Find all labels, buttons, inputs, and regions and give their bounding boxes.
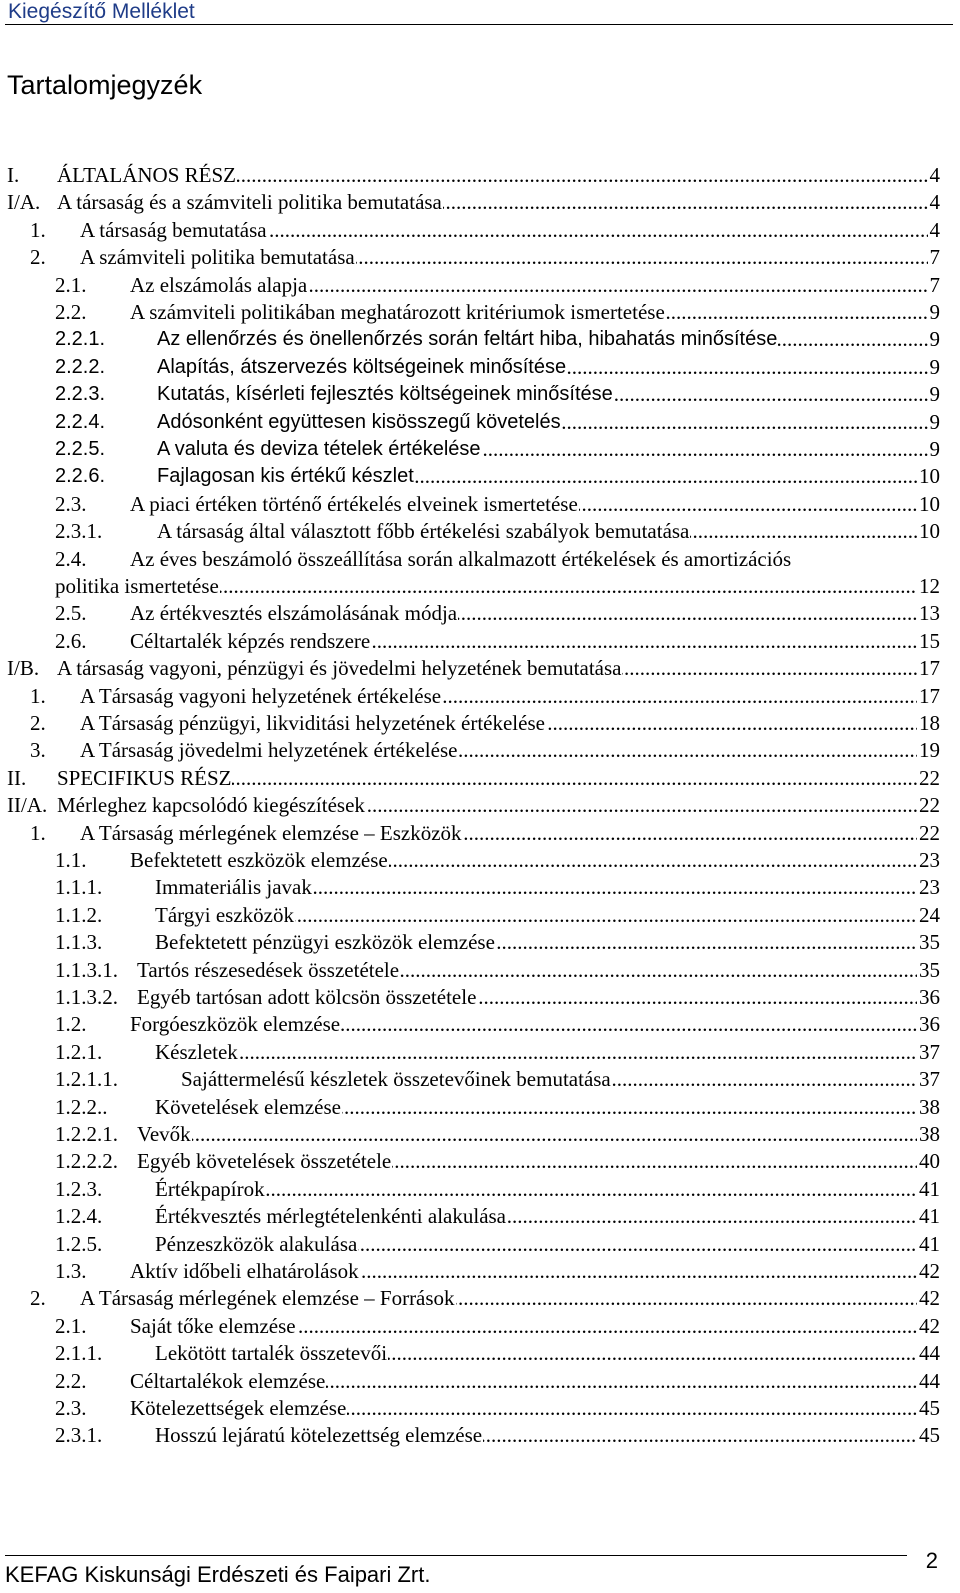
toc-entry-title: Lekötött tartalék összetevői — [155, 1341, 388, 1366]
toc-entry[interactable] — [0, 683, 960, 709]
toc-entry-number: 1.2. — [55, 1012, 87, 1037]
toc-entry-title: Adósonként együttesen kisösszegű követelés — [157, 410, 561, 433]
toc-entry-page: 44 — [919, 1341, 940, 1366]
toc-entry-page: 44 — [919, 1368, 940, 1393]
toc-entry[interactable] — [0, 217, 960, 243]
toc-entry-title: Vevők — [137, 1122, 191, 1146]
toc-entry[interactable] — [0, 162, 960, 188]
toc-entry-number: 1.2.2.. — [55, 1094, 108, 1119]
toc-entry-title: Céltartalék képzés rendszere — [130, 628, 371, 653]
toc-entry-number: 1.1.3. — [55, 930, 103, 955]
toc-entry[interactable] — [0, 929, 960, 955]
toc-entry[interactable] — [0, 628, 960, 654]
toc-entry[interactable] — [0, 600, 960, 626]
toc-entry-number: 2.2.3. — [55, 383, 106, 406]
toc-entry[interactable] — [0, 244, 960, 270]
toc-entry-page: 9 — [929, 437, 940, 461]
toc-entry-page: 42 — [919, 1286, 940, 1311]
toc-entry[interactable] — [0, 792, 960, 818]
toc-entry-number: 1.2.2.1. — [55, 1122, 118, 1146]
toc-entry-page: 37 — [919, 1039, 940, 1064]
toc-entry-title: ÁLTALÁNOS RÉSZ — [57, 163, 236, 187]
toc-entry[interactable] — [0, 655, 960, 681]
toc-entry-page: 45 — [919, 1396, 940, 1420]
toc-entry-title: Értékvesztés mérlegtételenkénti alakulása — [155, 1204, 507, 1229]
toc-entry-title: A társaság bemutatása — [80, 217, 267, 242]
toc-entry-page: 23 — [919, 875, 940, 900]
toc-entry-title: Immateriális javak — [155, 875, 312, 900]
page-header — [5, 0, 953, 25]
toc-entry-title: SPECIFIKUS RÉSZ — [57, 765, 232, 790]
toc-entry-title: Forgóeszközök elemzése — [130, 1012, 341, 1037]
toc-entry[interactable] — [0, 1340, 960, 1366]
footer-page-number: 2 — [925, 1548, 938, 1573]
toc-entry-title: Hosszú lejáratú kötelezettség elemzése — [155, 1423, 483, 1448]
toc-entry-number: 1.2.3. — [55, 1176, 103, 1201]
toc-entry[interactable] — [0, 463, 960, 489]
toc-entry-page: 7 — [929, 272, 940, 297]
toc-entry[interactable] — [0, 1148, 960, 1174]
toc-leader-dots — [155, 1176, 936, 1202]
toc-entry-page: 41 — [919, 1231, 940, 1256]
toc-entry-title: Követelések elemzése — [155, 1094, 341, 1119]
toc-entry-title: Céltartalékok elemzése — [130, 1368, 326, 1393]
toc-entry-page: 13 — [919, 601, 940, 626]
toc-entry-title: A társaság és a számviteli politika bemutatása — [57, 190, 442, 215]
toc-entry[interactable] — [0, 546, 960, 572]
toc-entry[interactable] — [0, 1368, 960, 1394]
toc-entry[interactable] — [0, 984, 960, 1010]
toc-entry[interactable] — [0, 381, 960, 407]
toc-entry-number: 3. — [30, 738, 46, 763]
toc-entry-page: 22 — [919, 793, 940, 818]
toc-entry-number: 2.2.4. — [55, 410, 106, 433]
toc-entry-title: Mérleghez kapcsolódó kiegészítések — [57, 793, 365, 818]
toc-entry-number: 2.2.5. — [55, 438, 106, 460]
toc-entry[interactable] — [0, 1094, 960, 1120]
toc-entry-title: Befektetett eszközök elemzése — [130, 848, 388, 872]
toc-entry-title: A Társaság vagyoni helyzetének értékelése — [80, 683, 442, 708]
toc-entry-page: 22 — [919, 820, 940, 845]
toc-entry-title: A számviteli politikában meghatározott kritériumok ismertetése — [130, 300, 665, 324]
toc-entry-number: II. — [7, 765, 27, 790]
toc-entry-number: 2.2.2. — [55, 355, 106, 378]
toc-entry-title: Készletek — [155, 1039, 238, 1064]
toc-entry[interactable] — [0, 491, 960, 517]
toc-entry[interactable] — [0, 765, 960, 791]
toc-entry-title: Értékpapírok — [155, 1176, 265, 1201]
toc-entry-title: Fajlagosan kis értékű készlet — [157, 465, 414, 488]
toc-entry-page: 41 — [919, 1204, 940, 1229]
toc-entry-number: 1.1. — [55, 848, 87, 872]
toc-entry-page: 10 — [919, 519, 940, 544]
toc-entry-title: Az éves beszámoló összeállítása során alkalmazott értékelések és amortizációs — [130, 546, 792, 571]
toc-entry-page: 9 — [929, 409, 940, 434]
toc-entry-number: 1.2.5. — [55, 1231, 103, 1256]
toc-entry[interactable] — [0, 710, 960, 736]
toc-entry[interactable] — [0, 272, 960, 298]
toc-entry-page: 42 — [919, 1259, 940, 1283]
toc-entry-page: 40 — [919, 1149, 940, 1174]
toc-entry-number: 2.3.1. — [55, 1423, 103, 1448]
toc-entry[interactable] — [0, 1258, 960, 1284]
toc-entry[interactable] — [0, 299, 960, 325]
toc-entry-number: 2.3. — [55, 1396, 87, 1420]
toc-entry-title: Kutatás, kísérleti fejlesztés költségeinek minősítése — [157, 383, 613, 406]
toc-entry-page: 24 — [919, 902, 940, 927]
toc-entry-number: 2. — [30, 245, 46, 270]
toc-entry-title: A számviteli politika bemutatása — [80, 245, 355, 270]
toc-entry[interactable] — [0, 847, 960, 873]
toc-entry-page: 12 — [919, 574, 940, 598]
toc-entry-number: 1.2.1. — [55, 1039, 103, 1064]
toc-entry-number: 1.1.2. — [55, 902, 103, 927]
toc-entry-number: 1. — [30, 820, 46, 845]
toc-entry-page: 41 — [919, 1176, 940, 1201]
toc-entry-title: Az ellenőrzés és önellenőrzés során feltárt hiba, hibahatás minősítése — [157, 328, 778, 351]
toc-entry-page: 4 — [929, 190, 940, 215]
toc-entry-number: 2.2.6. — [55, 465, 106, 488]
toc-entry-number: 2.1. — [55, 272, 87, 297]
toc-entry-number: I. — [7, 163, 20, 187]
toc-entry[interactable] — [0, 737, 960, 763]
toc-entry-page: 9 — [929, 300, 940, 324]
toc-entry-page: 42 — [919, 1313, 940, 1338]
toc-entry[interactable] — [0, 1313, 960, 1339]
toc-entry-title: Alapítás, átszervezés költségeinek minősítése — [157, 355, 567, 378]
toc-entry[interactable] — [0, 1203, 960, 1229]
toc-entry-number: 2.2. — [55, 300, 87, 324]
toc-entry[interactable] — [0, 1121, 960, 1147]
toc-entry-title: Az elszámolás alapja — [130, 272, 308, 297]
toc-entry-page: 45 — [919, 1423, 940, 1448]
toc-entry-title: A Társaság pénzügyi, likviditási helyzetének értékelése — [80, 711, 545, 735]
toc-entry-number: 2.5. — [55, 601, 87, 626]
toc-entry[interactable] — [0, 902, 960, 928]
toc-entry-title: Tárgyi eszközök — [155, 902, 294, 927]
toc-entry-number: 1.1.3.2. — [55, 985, 118, 1009]
toc-entry-page: 35 — [919, 930, 940, 955]
toc-entry-number: 2.4. — [55, 546, 87, 571]
toc-entry-title: Kötelezettségek elemzése — [130, 1396, 347, 1420]
toc-entry-number: 2.6. — [55, 628, 87, 653]
toc-entry-number: 2.2. — [55, 1368, 87, 1393]
footer-divider — [5, 1555, 907, 1556]
toc-entry-page: 38 — [919, 1094, 940, 1119]
toc-entry-title: Tartós részesedések összetétele — [137, 957, 400, 982]
toc-entry-page: 36 — [919, 1012, 940, 1037]
toc-entry-number: 1. — [30, 683, 46, 708]
toc-entry-number: I/B. — [7, 656, 40, 681]
toc-entry-title: Saját tőke elemzése — [130, 1313, 296, 1338]
toc-entry-title: A társaság által választott főbb értékelési szabályok bemutatása — [157, 519, 690, 544]
toc-entry[interactable] — [0, 573, 960, 599]
toc-leader-dots — [137, 1121, 936, 1147]
toc-entry-number: 2.3. — [55, 491, 87, 516]
toc-entry-number: 2.1. — [55, 1313, 87, 1338]
toc-entry[interactable] — [0, 1039, 960, 1065]
toc-entry-number: 2.1.1. — [55, 1341, 103, 1366]
toc-entry-title: Egyéb tartósan adott kölcsön összetétele — [137, 985, 477, 1009]
toc-entry-page: 22 — [919, 765, 940, 790]
toc-entry-page: 9 — [929, 382, 940, 407]
toc-entry-number: 2.3.1. — [55, 519, 103, 544]
toc-entry-number: 1.2.2.2. — [55, 1149, 118, 1174]
toc-entry-page: 15 — [919, 628, 940, 653]
toc-entry-title: A Társaság mérlegének elemzése – Források — [80, 1286, 455, 1311]
toc-entry-number: 1.2.1.1. — [55, 1067, 118, 1092]
toc-entry[interactable] — [0, 354, 960, 380]
toc-entry[interactable] — [0, 1231, 960, 1257]
toc-entry-title: Pénzeszközök alakulása — [155, 1231, 358, 1256]
toc-entry-page: 4 — [929, 163, 940, 187]
toc-entry-title: Aktív időbeli elhatárolások — [130, 1259, 359, 1283]
toc-entry[interactable] — [0, 874, 960, 900]
toc-entry-page: 19 — [919, 738, 940, 763]
toc-entry-number: I/A. — [7, 190, 41, 215]
toc-entry-title: Sajáttermelésű készletek összetevőinek bemutatása — [181, 1067, 611, 1092]
header-title: Kiegészítő Melléklet — [8, 0, 195, 23]
toc-entry[interactable] — [0, 957, 960, 983]
toc-entry-title: politika ismertetése — [55, 574, 219, 598]
toc-entry[interactable] — [0, 1066, 960, 1092]
toc-title: Tartalomjegyzék — [7, 70, 203, 100]
toc-entry-title: A piaci értéken történő értékelés elveinek ismertetése — [130, 491, 578, 516]
toc-entry-page: 10 — [919, 491, 940, 516]
toc-entry-page: 17 — [919, 656, 940, 681]
toc-entry[interactable] — [0, 518, 960, 544]
toc-entry-title: A Társaság mérlegének elemzése – Eszközök — [80, 820, 462, 845]
toc-entry-page: 36 — [919, 985, 940, 1009]
toc-entry-title: A Társaság jövedelmi helyzetének értékelése — [80, 738, 458, 763]
toc-entry[interactable] — [0, 436, 960, 462]
toc-entry-number: 1.1.1. — [55, 875, 103, 900]
toc-entry-number: 1.1.3.1. — [55, 957, 118, 982]
toc-entry[interactable] — [0, 1395, 960, 1421]
toc-entry-number: 2.2.1. — [55, 328, 106, 351]
toc-entry-number: 1.2.4. — [55, 1204, 103, 1229]
toc-entry-number: 2. — [30, 1286, 46, 1311]
toc-entry[interactable] — [0, 1011, 960, 1037]
toc-entry[interactable] — [0, 820, 960, 846]
toc-entry-page: 10 — [919, 464, 940, 489]
toc-entry-number: 2. — [30, 711, 46, 735]
toc-entry-page: 37 — [919, 1067, 940, 1092]
toc-entry-page: 9 — [929, 354, 940, 379]
toc-entry-page: 23 — [919, 848, 940, 872]
toc-entry-title: A társaság vagyoni, pénzügyi és jövedelmi helyzetének bemutatása — [57, 656, 622, 681]
toc-entry[interactable] — [0, 326, 960, 352]
toc-entry[interactable] — [0, 1422, 960, 1448]
footer-company: KEFAG Kiskunsági Erdészeti és Faipari Zrt. — [5, 1562, 431, 1587]
toc-entry-title: Befektetett pénzügyi eszközök elemzése — [155, 930, 495, 955]
toc-entry-page: 4 — [929, 217, 940, 242]
toc-leader-dots — [155, 1039, 936, 1065]
toc-entry[interactable] — [0, 409, 960, 435]
toc-entry-number: 1. — [30, 217, 46, 242]
toc-entry-page: 38 — [919, 1122, 940, 1146]
toc-entry-title: A valuta és deviza tételek értékelése — [157, 438, 481, 460]
toc-entry-title: Egyéb követelések összetétele — [137, 1149, 392, 1174]
toc-entry-number: II/A. — [7, 793, 48, 818]
toc-entry[interactable] — [0, 1176, 960, 1202]
toc-entry-page: 35 — [919, 957, 940, 982]
toc-entry[interactable] — [0, 189, 960, 215]
toc-entry-page: 18 — [919, 711, 940, 735]
toc-entry-number: 1.3. — [55, 1259, 87, 1283]
toc-entry[interactable] — [0, 1285, 960, 1311]
toc-entry-page: 7 — [929, 245, 940, 270]
toc-entry-title: Az értékvesztés elszámolásának módja — [130, 601, 458, 626]
toc-entry-page: 17 — [919, 683, 940, 708]
toc-entry-page: 9 — [929, 327, 940, 352]
